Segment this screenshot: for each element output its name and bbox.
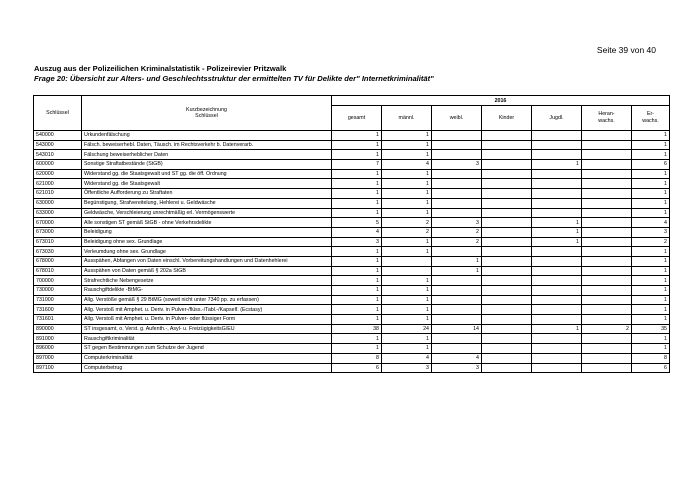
- cell-key: 633000: [34, 208, 82, 218]
- cell-kinder: [482, 334, 532, 344]
- header-maennl: männl.: [382, 106, 432, 131]
- cell-erwachs: 6: [632, 363, 670, 373]
- cell-jugdl: [532, 247, 582, 257]
- cell-erwachs: 1: [632, 344, 670, 354]
- cell-key: 890000: [34, 324, 82, 334]
- cell-jugdl: [532, 276, 582, 286]
- header-weibl: weibl.: [432, 106, 482, 131]
- cell-erwachs: 1: [632, 305, 670, 315]
- header-erwachs-line2: wachs.: [642, 118, 659, 124]
- cell-erwachs: 1: [632, 286, 670, 296]
- cell-gesamt: 1: [332, 198, 382, 208]
- cell-heranwachs: [582, 256, 632, 266]
- cell-weibl: [432, 276, 482, 286]
- cell-erwachs: 1: [632, 266, 670, 276]
- cell-heranwachs: [582, 208, 632, 218]
- table-row: [34, 286, 670, 296]
- cell-kinder: [482, 227, 532, 237]
- cell-jugdl: [532, 131, 582, 141]
- cell-weibl: [432, 305, 482, 315]
- table-row: [34, 363, 670, 373]
- cell-kinder: [482, 218, 532, 228]
- cell-jugdl: 1: [532, 237, 582, 247]
- table-row: [34, 266, 670, 276]
- cell-key: 543010: [34, 150, 82, 160]
- cell-gesamt: 1: [332, 208, 382, 218]
- cell-maennl: 1: [382, 305, 432, 315]
- cell-maennl: 1: [382, 179, 432, 189]
- cell-gesamt: 3: [332, 237, 382, 247]
- table-row: [34, 160, 670, 170]
- header-heranwachs: [582, 106, 632, 131]
- cell-weibl: [432, 295, 482, 305]
- cell-kinder: [482, 344, 532, 354]
- cell-weibl: 1: [432, 266, 482, 276]
- cell-weibl: 1: [432, 256, 482, 266]
- table-row: [34, 218, 670, 228]
- cell-kinder: [482, 256, 532, 266]
- cell-maennl: 1: [382, 208, 432, 218]
- cell-heranwachs: [582, 169, 632, 179]
- cell-key: 730000: [34, 286, 82, 296]
- cell-jugdl: [532, 189, 582, 199]
- cell-erwachs: 1: [632, 150, 670, 160]
- cell-erwachs: 1: [632, 179, 670, 189]
- cell-gesamt: 38: [332, 324, 382, 334]
- table-row: [34, 198, 670, 208]
- cell-key: 678010: [34, 266, 82, 276]
- cell-description: Ausspähen, Abfangen von Daten einschl. Vorbereitungshandlungen und Datenhehlerei: [82, 256, 332, 266]
- cell-weibl: [432, 247, 482, 257]
- table-body: [34, 131, 670, 373]
- table-row: [34, 150, 670, 160]
- cell-erwachs: 6: [632, 160, 670, 170]
- cell-jugdl: 1: [532, 227, 582, 237]
- cell-heranwachs: [582, 179, 632, 189]
- cell-jugdl: 1: [532, 218, 582, 228]
- cell-jugdl: [532, 169, 582, 179]
- table-row: [34, 247, 670, 257]
- cell-kinder: [482, 179, 532, 189]
- cell-description: Fälschung beweiserheblicher Daten: [82, 150, 332, 160]
- cell-heranwachs: [582, 295, 632, 305]
- cell-jugdl: [532, 344, 582, 354]
- table-row: [34, 276, 670, 286]
- cell-heranwachs: [582, 237, 632, 247]
- cell-gesamt: 6: [332, 363, 382, 373]
- cell-key: 673010: [34, 237, 82, 247]
- cell-gesamt: 1: [332, 169, 382, 179]
- cell-maennl: 1: [382, 150, 432, 160]
- cell-maennl: 1: [382, 131, 432, 141]
- cell-jugdl: [532, 179, 582, 189]
- cell-description: Urkundenfälschung: [82, 131, 332, 141]
- table-row: [34, 179, 670, 189]
- table-row: [34, 344, 670, 354]
- cell-description: Geldwäsche, Verschleierung unrechtmäßig erl. Vermögenswerte: [82, 208, 332, 218]
- cell-key: 678000: [34, 256, 82, 266]
- cell-maennl: [382, 256, 432, 266]
- table-row: [34, 315, 670, 325]
- cell-description: Öffentliche Aufforderung zu Straftaten: [82, 189, 332, 199]
- cell-weibl: 3: [432, 363, 482, 373]
- cell-gesamt: 1: [332, 189, 382, 199]
- cell-gesamt: 8: [332, 353, 382, 363]
- cell-weibl: 3: [432, 160, 482, 170]
- cell-erwachs: 1: [632, 131, 670, 141]
- cell-heranwachs: [582, 247, 632, 257]
- cell-erwachs: 1: [632, 169, 670, 179]
- cell-key: 700000: [34, 276, 82, 286]
- cell-kinder: [482, 266, 532, 276]
- table-row: [34, 208, 670, 218]
- document-subtitle: Frage 20: Übersicht zur Alters- und Geschlechtsstruktur der ermittelten TV für Delikte der" Internetkriminalität": [34, 74, 434, 83]
- cell-kinder: [482, 305, 532, 315]
- cell-erwachs: 1: [632, 208, 670, 218]
- cell-weibl: 2: [432, 237, 482, 247]
- cell-maennl: 4: [382, 353, 432, 363]
- cell-weibl: 14: [432, 324, 482, 334]
- cell-description: Ausspähen von Daten gemäß § 202a StGB: [82, 266, 332, 276]
- cell-kinder: [482, 353, 532, 363]
- cell-jugdl: [532, 140, 582, 150]
- cell-heranwachs: [582, 305, 632, 315]
- cell-heranwachs: [582, 227, 632, 237]
- cell-kinder: [482, 140, 532, 150]
- cell-weibl: [432, 334, 482, 344]
- cell-gesamt: 1: [332, 140, 382, 150]
- cell-heranwachs: [582, 276, 632, 286]
- header-erwachs: [632, 106, 670, 131]
- cell-erwachs: 1: [632, 189, 670, 199]
- cell-maennl: 1: [382, 237, 432, 247]
- cell-kinder: [482, 198, 532, 208]
- table-row: [34, 189, 670, 199]
- cell-key: 620000: [34, 169, 82, 179]
- cell-gesamt: 1: [332, 179, 382, 189]
- header-erwachs-line1: Er-: [646, 111, 655, 117]
- cell-gesamt: 1: [332, 150, 382, 160]
- header-key: Schlüssel: [34, 96, 82, 131]
- cell-key: 896000: [34, 344, 82, 354]
- cell-weibl: [432, 179, 482, 189]
- cell-description: Widerstand gg. die Staatsgewalt und ST gg. die öff. Ordnung: [82, 169, 332, 179]
- cell-key: 897000: [34, 353, 82, 363]
- cell-gesamt: 5: [332, 218, 382, 228]
- cell-maennl: 1: [382, 198, 432, 208]
- cell-heranwachs: [582, 353, 632, 363]
- cell-gesamt: 1: [332, 256, 382, 266]
- cell-gesamt: 1: [332, 266, 382, 276]
- cell-maennl: 3: [382, 363, 432, 373]
- cell-key: 673000: [34, 227, 82, 237]
- cell-jugdl: [532, 198, 582, 208]
- cell-weibl: [432, 140, 482, 150]
- cell-key: 621010: [34, 189, 82, 199]
- cell-description: Verleumdung ohne sex. Grundlage: [82, 247, 332, 257]
- cell-gesamt: 1: [332, 305, 382, 315]
- cell-key: 600000: [34, 160, 82, 170]
- cell-kinder: [482, 150, 532, 160]
- cell-gesamt: 1: [332, 344, 382, 354]
- cell-description: Rauschgiftkriminalität: [82, 334, 332, 344]
- cell-description: Sonstige Straftatbestände (StGB): [82, 160, 332, 170]
- cell-key: 891000: [34, 334, 82, 344]
- cell-maennl: 1: [382, 247, 432, 257]
- header-jugdl: Jugdl.: [532, 106, 582, 131]
- table-row: [34, 353, 670, 363]
- header-gesamt: gesamt: [332, 106, 382, 131]
- cell-description: Fälsch. beweiserhebl. Daten, Täusch. im Rechtsverkehr b. Datenverarb.: [82, 140, 332, 150]
- cell-description: Strafrechtliche Nebengesetze: [82, 276, 332, 286]
- table-row: [34, 324, 670, 334]
- cell-maennl: 1: [382, 169, 432, 179]
- table-row: [34, 237, 670, 247]
- cell-key: 630000: [34, 198, 82, 208]
- cell-key: 731000: [34, 295, 82, 305]
- cell-kinder: [482, 237, 532, 247]
- cell-description: Computerkriminalität: [82, 353, 332, 363]
- cell-gesamt: 1: [332, 276, 382, 286]
- cell-weibl: [432, 169, 482, 179]
- cell-gesamt: 1: [332, 334, 382, 344]
- header-description-line2: Schlüssel: [195, 113, 218, 119]
- cell-heranwachs: [582, 315, 632, 325]
- cell-key: 670000: [34, 218, 82, 228]
- cell-description: Rauschgiftdelikte -BtMG-: [82, 286, 332, 296]
- document-title: Auszug aus der Polizeilichen Kriminalstatistik - Polizeirevier Pritzwalk: [34, 64, 287, 73]
- cell-weibl: 4: [432, 353, 482, 363]
- cell-kinder: [482, 131, 532, 141]
- cell-description: Computerbetrug: [82, 363, 332, 373]
- cell-kinder: [482, 315, 532, 325]
- cell-description: Beleidigung ohne sex. Grundlage: [82, 237, 332, 247]
- cell-erwachs: 1: [632, 247, 670, 257]
- cell-kinder: [482, 363, 532, 373]
- cell-erwachs: 3: [632, 227, 670, 237]
- cell-heranwachs: 2: [582, 324, 632, 334]
- page-number: Seite 39 von 40: [596, 45, 656, 55]
- cell-description: Beleidigung: [82, 227, 332, 237]
- cell-key: 540000: [34, 131, 82, 141]
- cell-maennl: 1: [382, 334, 432, 344]
- cell-key: 731601: [34, 315, 82, 325]
- cell-jugdl: [532, 256, 582, 266]
- cell-jugdl: [532, 315, 582, 325]
- cell-erwachs: 1: [632, 198, 670, 208]
- cell-weibl: [432, 150, 482, 160]
- cell-erwachs: 2: [632, 237, 670, 247]
- statistics-table: [33, 95, 670, 373]
- cell-key: 731600: [34, 305, 82, 315]
- header-kinder: Kinder: [482, 106, 532, 131]
- cell-gesamt: 1: [332, 315, 382, 325]
- header-description: [82, 96, 332, 131]
- cell-weibl: [432, 198, 482, 208]
- cell-key: 897100: [34, 363, 82, 373]
- cell-jugdl: [532, 295, 582, 305]
- cell-weibl: [432, 131, 482, 141]
- cell-maennl: 1: [382, 315, 432, 325]
- table-row: [34, 227, 670, 237]
- cell-maennl: 1: [382, 276, 432, 286]
- cell-description: ST insgesamt, o. Verst. g. Aufenth.-, Asyl- u. FreizügigkeitsG/EU: [82, 324, 332, 334]
- cell-gesamt: 1: [332, 247, 382, 257]
- cell-heranwachs: [582, 198, 632, 208]
- cell-gesamt: 1: [332, 131, 382, 141]
- cell-maennl: 4: [382, 160, 432, 170]
- cell-maennl: 1: [382, 344, 432, 354]
- cell-weibl: [432, 189, 482, 199]
- cell-heranwachs: [582, 334, 632, 344]
- table-row: [34, 305, 670, 315]
- cell-weibl: [432, 208, 482, 218]
- cell-erwachs: 1: [632, 295, 670, 305]
- cell-key: 543000: [34, 140, 82, 150]
- table-row: [34, 169, 670, 179]
- cell-jugdl: [532, 286, 582, 296]
- cell-heranwachs: [582, 131, 632, 141]
- cell-kinder: [482, 169, 532, 179]
- cell-jugdl: [532, 266, 582, 276]
- cell-jugdl: 1: [532, 160, 582, 170]
- cell-key: 621000: [34, 179, 82, 189]
- cell-description: Begünstigung, Strafvereitelung, Hehlerei u. Geldwäsche: [82, 198, 332, 208]
- cell-gesamt: 7: [332, 160, 382, 170]
- header-description-line1: Kurzbezeichnung: [186, 107, 227, 113]
- cell-erwachs: 4: [632, 218, 670, 228]
- cell-weibl: [432, 315, 482, 325]
- cell-maennl: 24: [382, 324, 432, 334]
- cell-weibl: [432, 286, 482, 296]
- table-row: [34, 256, 670, 266]
- cell-description: ST gegen Bestimmungen zum Schutze der Jugend: [82, 344, 332, 354]
- cell-heranwachs: [582, 150, 632, 160]
- cell-erwachs: 1: [632, 276, 670, 286]
- cell-jugdl: [532, 334, 582, 344]
- cell-weibl: 2: [432, 227, 482, 237]
- cell-gesamt: 1: [332, 295, 382, 305]
- cell-jugdl: [532, 353, 582, 363]
- cell-jugdl: [532, 150, 582, 160]
- cell-kinder: [482, 286, 532, 296]
- cell-heranwachs: [582, 363, 632, 373]
- cell-description: Allg. Verstöße gemäß § 29 BtMG (soweit nicht unter 7340 pp. zu erfassen): [82, 295, 332, 305]
- cell-heranwachs: [582, 160, 632, 170]
- cell-maennl: 1: [382, 189, 432, 199]
- cell-maennl: 1: [382, 286, 432, 296]
- cell-maennl: 1: [382, 295, 432, 305]
- header-heranwachs-line1: Heran-: [598, 111, 615, 117]
- cell-key: 673030: [34, 247, 82, 257]
- cell-heranwachs: [582, 344, 632, 354]
- cell-erwachs: 1: [632, 334, 670, 344]
- cell-jugdl: [532, 363, 582, 373]
- cell-description: Allg. Verstoß mit Amphet. u. Deriv. in Pulver- oder flüssiger Form: [82, 315, 332, 325]
- cell-erwachs: 1: [632, 256, 670, 266]
- header-heranwachs-line2: wachs.: [598, 118, 615, 124]
- cell-jugdl: [532, 208, 582, 218]
- cell-heranwachs: [582, 218, 632, 228]
- cell-kinder: [482, 295, 532, 305]
- cell-erwachs: 1: [632, 315, 670, 325]
- cell-maennl: 1: [382, 140, 432, 150]
- cell-maennl: 2: [382, 227, 432, 237]
- cell-kinder: [482, 247, 532, 257]
- cell-kinder: [482, 160, 532, 170]
- cell-heranwachs: [582, 189, 632, 199]
- cell-description: Allg. Verstoß mit Amphet. u. Deriv. in Pulver-/flüss.-/Tabl.-/Kapself. (Ecstasy): [82, 305, 332, 315]
- cell-erwachs: 1: [632, 140, 670, 150]
- cell-gesamt: 1: [332, 286, 382, 296]
- table-row: [34, 140, 670, 150]
- cell-gesamt: 4: [332, 227, 382, 237]
- cell-kinder: [482, 324, 532, 334]
- cell-kinder: [482, 189, 532, 199]
- cell-erwachs: 35: [632, 324, 670, 334]
- cell-jugdl: 1: [532, 324, 582, 334]
- header-year: 2016: [332, 96, 670, 106]
- cell-erwachs: 8: [632, 353, 670, 363]
- cell-weibl: 3: [432, 218, 482, 228]
- cell-kinder: [482, 208, 532, 218]
- cell-weibl: [432, 344, 482, 354]
- table-row: [34, 334, 670, 344]
- cell-maennl: 2: [382, 218, 432, 228]
- cell-maennl: [382, 266, 432, 276]
- cell-heranwachs: [582, 140, 632, 150]
- table-row: [34, 295, 670, 305]
- cell-heranwachs: [582, 266, 632, 276]
- table-row: [34, 131, 670, 141]
- cell-jugdl: [532, 305, 582, 315]
- cell-kinder: [482, 276, 532, 286]
- cell-heranwachs: [582, 286, 632, 296]
- cell-description: Widerstand gg. die Staatsgewalt: [82, 179, 332, 189]
- cell-description: Alle sonstigen ST gemäß StGB - ohne Verkehrsdelikte: [82, 218, 332, 228]
